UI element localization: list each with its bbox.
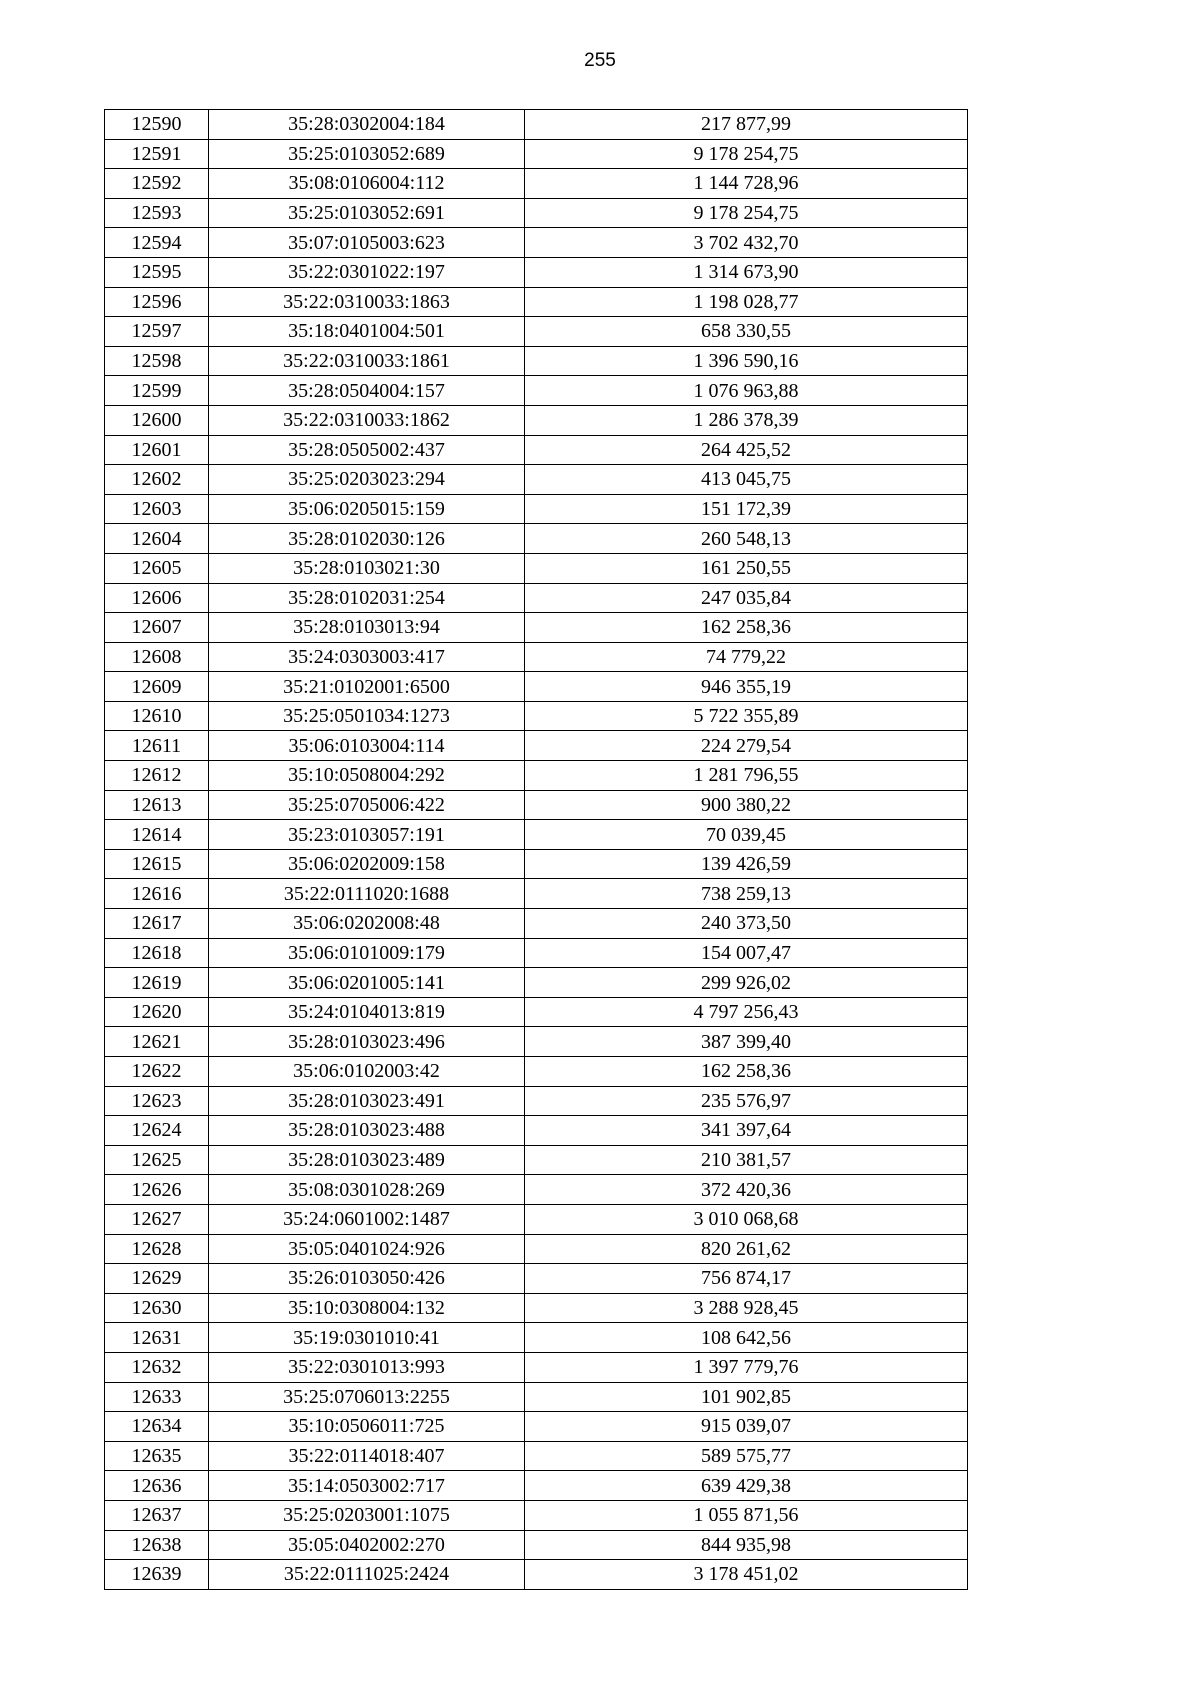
row-number-cell: 12618 xyxy=(105,938,209,968)
table-row xyxy=(105,1145,968,1175)
row-number-cell: 12599 xyxy=(105,376,209,406)
table-row xyxy=(105,1175,968,1205)
cadastral-number-cell: 35:10:0508004:292 xyxy=(209,761,525,791)
table-row xyxy=(105,909,968,939)
cadastral-value-table xyxy=(104,109,968,1590)
cadastral-number-cell: 35:25:0705006:422 xyxy=(209,790,525,820)
value-cell: 247 035,84 xyxy=(525,583,968,613)
table-row xyxy=(105,1086,968,1116)
table-row xyxy=(105,1264,968,1294)
cadastral-number-cell: 35:25:0203001:1075 xyxy=(209,1500,525,1530)
value-cell: 820 261,62 xyxy=(525,1234,968,1264)
row-number-cell: 12624 xyxy=(105,1116,209,1146)
value-cell: 9 178 254,75 xyxy=(525,198,968,228)
table-row xyxy=(105,1382,968,1412)
table-row xyxy=(105,1441,968,1471)
row-number-cell: 12630 xyxy=(105,1293,209,1323)
row-number-cell: 12590 xyxy=(105,110,209,140)
table-row xyxy=(105,1530,968,1560)
cadastral-number-cell: 35:23:0103057:191 xyxy=(209,820,525,850)
value-cell: 372 420,36 xyxy=(525,1175,968,1205)
table-row xyxy=(105,376,968,406)
row-number-cell: 12632 xyxy=(105,1352,209,1382)
value-cell: 1 397 779,76 xyxy=(525,1352,968,1382)
cadastral-number-cell: 35:19:0301010:41 xyxy=(209,1323,525,1353)
row-number-cell: 12619 xyxy=(105,968,209,998)
table-row xyxy=(105,139,968,169)
table-row xyxy=(105,1293,968,1323)
table-row xyxy=(105,553,968,583)
cadastral-number-cell: 35:25:0203023:294 xyxy=(209,465,525,495)
table-row xyxy=(105,465,968,495)
cadastral-number-cell: 35:22:0310033:1862 xyxy=(209,405,525,435)
value-cell: 139 426,59 xyxy=(525,849,968,879)
row-number-cell: 12603 xyxy=(105,494,209,524)
row-number-cell: 12591 xyxy=(105,139,209,169)
value-cell: 1 055 871,56 xyxy=(525,1500,968,1530)
cadastral-number-cell: 35:25:0103052:691 xyxy=(209,198,525,228)
cadastral-number-cell: 35:28:0103013:94 xyxy=(209,613,525,643)
value-cell: 1 198 028,77 xyxy=(525,287,968,317)
cadastral-number-cell: 35:28:0103023:496 xyxy=(209,1027,525,1057)
value-cell: 756 874,17 xyxy=(525,1264,968,1294)
cadastral-number-cell: 35:06:0202009:158 xyxy=(209,849,525,879)
cadastral-number-cell: 35:28:0103023:489 xyxy=(209,1145,525,1175)
row-number-cell: 12639 xyxy=(105,1560,209,1590)
value-cell: 589 575,77 xyxy=(525,1441,968,1471)
table-row xyxy=(105,346,968,376)
table-row xyxy=(105,228,968,258)
table-row xyxy=(105,317,968,347)
value-cell: 154 007,47 xyxy=(525,938,968,968)
row-number-cell: 12606 xyxy=(105,583,209,613)
row-number-cell: 12626 xyxy=(105,1175,209,1205)
table-row xyxy=(105,257,968,287)
value-cell: 151 172,39 xyxy=(525,494,968,524)
row-number-cell: 12598 xyxy=(105,346,209,376)
table-row xyxy=(105,1500,968,1530)
cadastral-number-cell: 35:24:0104013:819 xyxy=(209,997,525,1027)
table-row xyxy=(105,701,968,731)
table-row xyxy=(105,110,968,140)
table-body xyxy=(105,110,968,1590)
cadastral-number-cell: 35:28:0302004:184 xyxy=(209,110,525,140)
row-number-cell: 12636 xyxy=(105,1471,209,1501)
table-row xyxy=(105,1027,968,1057)
table-row xyxy=(105,494,968,524)
table-row xyxy=(105,1204,968,1234)
value-cell: 4 797 256,43 xyxy=(525,997,968,1027)
row-number-cell: 12610 xyxy=(105,701,209,731)
value-cell: 264 425,52 xyxy=(525,435,968,465)
table-row xyxy=(105,198,968,228)
value-cell: 1 076 963,88 xyxy=(525,376,968,406)
value-cell: 1 286 378,39 xyxy=(525,405,968,435)
row-number-cell: 12607 xyxy=(105,613,209,643)
table-row xyxy=(105,169,968,199)
cadastral-number-cell: 35:08:0301028:269 xyxy=(209,1175,525,1205)
table-row xyxy=(105,405,968,435)
row-number-cell: 12604 xyxy=(105,524,209,554)
value-cell: 900 380,22 xyxy=(525,790,968,820)
value-cell: 3 702 432,70 xyxy=(525,228,968,258)
row-number-cell: 12614 xyxy=(105,820,209,850)
cadastral-number-cell: 35:22:0111020:1688 xyxy=(209,879,525,909)
value-cell: 108 642,56 xyxy=(525,1323,968,1353)
table-row xyxy=(105,820,968,850)
table-row xyxy=(105,583,968,613)
row-number-cell: 12621 xyxy=(105,1027,209,1057)
table-row xyxy=(105,1412,968,1442)
cadastral-number-cell: 35:14:0503002:717 xyxy=(209,1471,525,1501)
table-row xyxy=(105,879,968,909)
value-cell: 235 576,97 xyxy=(525,1086,968,1116)
value-cell: 70 039,45 xyxy=(525,820,968,850)
table-row xyxy=(105,1116,968,1146)
cadastral-number-cell: 35:22:0111025:2424 xyxy=(209,1560,525,1590)
row-number-cell: 12597 xyxy=(105,317,209,347)
row-number-cell: 12617 xyxy=(105,909,209,939)
cadastral-number-cell: 35:25:0103052:689 xyxy=(209,139,525,169)
table-row xyxy=(105,524,968,554)
value-cell: 217 877,99 xyxy=(525,110,968,140)
table-row xyxy=(105,997,968,1027)
cadastral-number-cell: 35:22:0301013:993 xyxy=(209,1352,525,1382)
row-number-cell: 12637 xyxy=(105,1500,209,1530)
value-cell: 224 279,54 xyxy=(525,731,968,761)
table-row xyxy=(105,642,968,672)
cadastral-number-cell: 35:05:0401024:926 xyxy=(209,1234,525,1264)
cadastral-number-cell: 35:26:0103050:426 xyxy=(209,1264,525,1294)
table-row xyxy=(105,672,968,702)
table-row xyxy=(105,1560,968,1590)
table-row xyxy=(105,790,968,820)
cadastral-number-cell: 35:06:0202008:48 xyxy=(209,909,525,939)
value-cell: 101 902,85 xyxy=(525,1382,968,1412)
value-cell: 74 779,22 xyxy=(525,642,968,672)
cadastral-number-cell: 35:25:0706013:2255 xyxy=(209,1382,525,1412)
value-cell: 162 258,36 xyxy=(525,1057,968,1087)
value-cell: 341 397,64 xyxy=(525,1116,968,1146)
value-cell: 915 039,07 xyxy=(525,1412,968,1442)
table-row xyxy=(105,761,968,791)
row-number-cell: 12633 xyxy=(105,1382,209,1412)
row-number-cell: 12595 xyxy=(105,257,209,287)
table-row xyxy=(105,435,968,465)
cadastral-number-cell: 35:10:0308004:132 xyxy=(209,1293,525,1323)
value-cell: 3 010 068,68 xyxy=(525,1204,968,1234)
value-cell: 260 548,13 xyxy=(525,524,968,554)
cadastral-number-cell: 35:22:0310033:1861 xyxy=(209,346,525,376)
value-cell: 299 926,02 xyxy=(525,968,968,998)
cadastral-number-cell: 35:28:0103021:30 xyxy=(209,553,525,583)
cadastral-number-cell: 35:18:0401004:501 xyxy=(209,317,525,347)
value-cell: 1 144 728,96 xyxy=(525,169,968,199)
cadastral-number-cell: 35:22:0114018:407 xyxy=(209,1441,525,1471)
row-number-cell: 12608 xyxy=(105,642,209,672)
page-number: 255 xyxy=(584,50,616,71)
value-cell: 240 373,50 xyxy=(525,909,968,939)
row-number-cell: 12634 xyxy=(105,1412,209,1442)
cadastral-number-cell: 35:22:0301022:197 xyxy=(209,257,525,287)
table-row xyxy=(105,731,968,761)
table-row xyxy=(105,1352,968,1382)
row-number-cell: 12628 xyxy=(105,1234,209,1264)
row-number-cell: 12629 xyxy=(105,1264,209,1294)
value-cell: 162 258,36 xyxy=(525,613,968,643)
cadastral-number-cell: 35:28:0102030:126 xyxy=(209,524,525,554)
value-cell: 387 399,40 xyxy=(525,1027,968,1057)
row-number-cell: 12620 xyxy=(105,997,209,1027)
row-number-cell: 12602 xyxy=(105,465,209,495)
value-cell: 946 355,19 xyxy=(525,672,968,702)
value-cell: 844 935,98 xyxy=(525,1530,968,1560)
row-number-cell: 12594 xyxy=(105,228,209,258)
cadastral-number-cell: 35:08:0106004:112 xyxy=(209,169,525,199)
row-number-cell: 12596 xyxy=(105,287,209,317)
value-cell: 738 259,13 xyxy=(525,879,968,909)
table-row xyxy=(105,287,968,317)
value-cell: 413 045,75 xyxy=(525,465,968,495)
cadastral-number-cell: 35:21:0102001:6500 xyxy=(209,672,525,702)
cadastral-number-cell: 35:28:0504004:157 xyxy=(209,376,525,406)
row-number-cell: 12638 xyxy=(105,1530,209,1560)
row-number-cell: 12616 xyxy=(105,879,209,909)
cadastral-number-cell: 35:22:0310033:1863 xyxy=(209,287,525,317)
row-number-cell: 12611 xyxy=(105,731,209,761)
cadastral-number-cell: 35:07:0105003:623 xyxy=(209,228,525,258)
table-row xyxy=(105,968,968,998)
row-number-cell: 12612 xyxy=(105,761,209,791)
value-cell: 9 178 254,75 xyxy=(525,139,968,169)
row-number-cell: 12609 xyxy=(105,672,209,702)
row-number-cell: 12613 xyxy=(105,790,209,820)
cadastral-number-cell: 35:24:0303003:417 xyxy=(209,642,525,672)
table-row xyxy=(105,1323,968,1353)
row-number-cell: 12592 xyxy=(105,169,209,199)
cadastral-number-cell: 35:28:0505002:437 xyxy=(209,435,525,465)
cadastral-number-cell: 35:28:0102031:254 xyxy=(209,583,525,613)
cadastral-number-cell: 35:28:0103023:491 xyxy=(209,1086,525,1116)
row-number-cell: 12625 xyxy=(105,1145,209,1175)
table-row xyxy=(105,1057,968,1087)
row-number-cell: 12605 xyxy=(105,553,209,583)
value-cell: 658 330,55 xyxy=(525,317,968,347)
row-number-cell: 12593 xyxy=(105,198,209,228)
row-number-cell: 12627 xyxy=(105,1204,209,1234)
row-number-cell: 12615 xyxy=(105,849,209,879)
cadastral-number-cell: 35:06:0205015:159 xyxy=(209,494,525,524)
table-row xyxy=(105,1234,968,1264)
table-row xyxy=(105,613,968,643)
table-row xyxy=(105,938,968,968)
cadastral-number-cell: 35:06:0101009:179 xyxy=(209,938,525,968)
cadastral-number-cell: 35:25:0501034:1273 xyxy=(209,701,525,731)
cadastral-number-cell: 35:10:0506011:725 xyxy=(209,1412,525,1442)
value-cell: 1 281 796,55 xyxy=(525,761,968,791)
value-cell: 161 250,55 xyxy=(525,553,968,583)
value-cell: 1 314 673,90 xyxy=(525,257,968,287)
table-row xyxy=(105,849,968,879)
cadastral-number-cell: 35:05:0402002:270 xyxy=(209,1530,525,1560)
row-number-cell: 12600 xyxy=(105,405,209,435)
row-number-cell: 12601 xyxy=(105,435,209,465)
row-number-cell: 12631 xyxy=(105,1323,209,1353)
cadastral-number-cell: 35:06:0103004:114 xyxy=(209,731,525,761)
table-row xyxy=(105,1471,968,1501)
cadastral-number-cell: 35:06:0201005:141 xyxy=(209,968,525,998)
value-cell: 3 178 451,02 xyxy=(525,1560,968,1590)
value-cell: 3 288 928,45 xyxy=(525,1293,968,1323)
row-number-cell: 12622 xyxy=(105,1057,209,1087)
value-cell: 1 396 590,16 xyxy=(525,346,968,376)
cadastral-number-cell: 35:28:0103023:488 xyxy=(209,1116,525,1146)
cadastral-number-cell: 35:24:0601002:1487 xyxy=(209,1204,525,1234)
value-cell: 5 722 355,89 xyxy=(525,701,968,731)
row-number-cell: 12635 xyxy=(105,1441,209,1471)
value-cell: 210 381,57 xyxy=(525,1145,968,1175)
value-cell: 639 429,38 xyxy=(525,1471,968,1501)
row-number-cell: 12623 xyxy=(105,1086,209,1116)
cadastral-number-cell: 35:06:0102003:42 xyxy=(209,1057,525,1087)
